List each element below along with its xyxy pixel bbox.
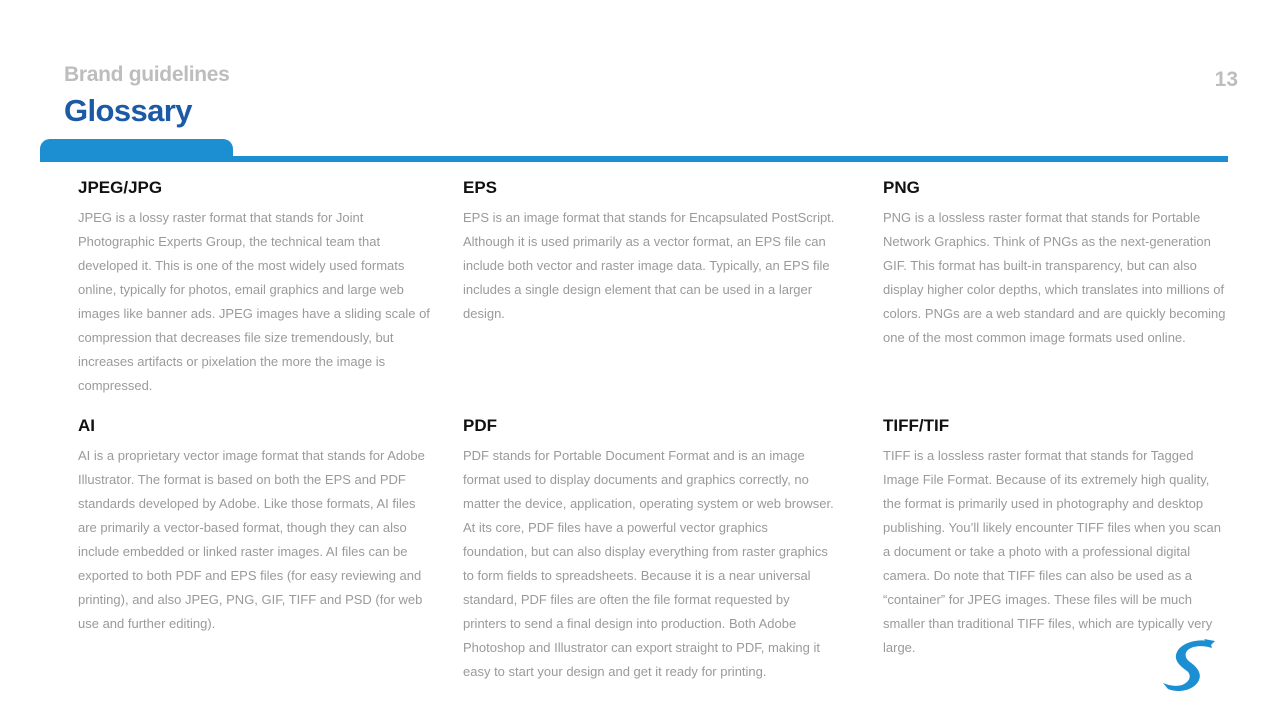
- brand-s-logo-icon: [1160, 638, 1216, 692]
- term-definition: JPEG is a lossy raster format that stands for Joint Photographic Experts Group, the technical team that developed it. This is one of the most widely used formats online, typically for photos, email graphics and large web images like banner ads. JPEG images have a sliding scale of compression that decreases file size tremendously, but increases artifacts or pixelation the more the image is compressed.: [78, 210, 430, 393]
- term-definition: PNG is a lossless raster format that stands for Portable Network Graphics. Think of PNGs as the next-generation GIF. This format has built-in transparency, but can also display higher color depths, which translates into millions of colors. PNGs are a web standard and are quickly becoming one of the most common image formats used online.: [883, 210, 1226, 345]
- term-definition: AI is a proprietary vector image format that stands for Adobe Illustrator. The format is based on both the EPS and PDF standards developed by Adobe. Like those formats, AI files are primarily a vector-based format, though they can also include embedded or linked raster images. AI files can be exported to both PDF and EPS files (for easy reviewing and printing), and also JPEG, PNG, GIF, TIFF and PSD (for web use and further editing).: [78, 448, 425, 631]
- glossary-term-tiff: [883, 415, 1228, 660]
- term-heading: PDF: [463, 416, 497, 435]
- page-number: 13: [1214, 68, 1238, 91]
- page-title: Glossary: [64, 93, 192, 128]
- term-heading: PNG: [883, 178, 920, 197]
- term-heading: AI: [78, 416, 95, 435]
- glossary-term-eps: [463, 177, 835, 326]
- term-heading: TIFF/TIF: [883, 416, 950, 435]
- glossary-term-pdf: [463, 415, 835, 684]
- term-heading: JPEG/JPG: [78, 178, 163, 197]
- glossary-term-png: [883, 177, 1228, 350]
- term-definition: PDF stands for Portable Document Format and is an image format used to display documents and graphics correctly, no matter the device, application, operating system or web browser. At its core, PDF files have a powerful vector graphics foundation, but can also display everything from raster graphics to form fields to spreadsheets. Because it is a near universal standard, PDF files are often the file format requested by printers to send a final design into production. Both Adobe Photoshop and Illustrator can export straight to PDF, making it easy to start your design and get it ready for printing.: [463, 448, 834, 679]
- term-heading: EPS: [463, 178, 498, 197]
- term-definition: EPS is an image format that stands for Encapsulated PostScript. Although it is used primarily as a vector format, an EPS file can include both vector and raster image data. Typically, an EPS file includes a single design element that can be used in a larger design.: [463, 210, 835, 321]
- header-rule: [40, 156, 1228, 162]
- term-definition: TIFF is a lossless raster format that stands for Tagged Image File Format. Because of its extremely high quality, the format is primarily used in photography and desktop publishing. You’ll likely encounter TIFF files when you scan a document or take a photo with a professional digital camera. Do note that TIFF files can also be used as a “container” for JPEG images. These files will be much smaller than traditional TIFF files, which are typically very large.: [883, 448, 1221, 655]
- brand-subtitle: Brand guidelines: [64, 63, 230, 86]
- glossary-term-jpeg: [78, 177, 430, 398]
- glossary-term-ai: [78, 415, 430, 636]
